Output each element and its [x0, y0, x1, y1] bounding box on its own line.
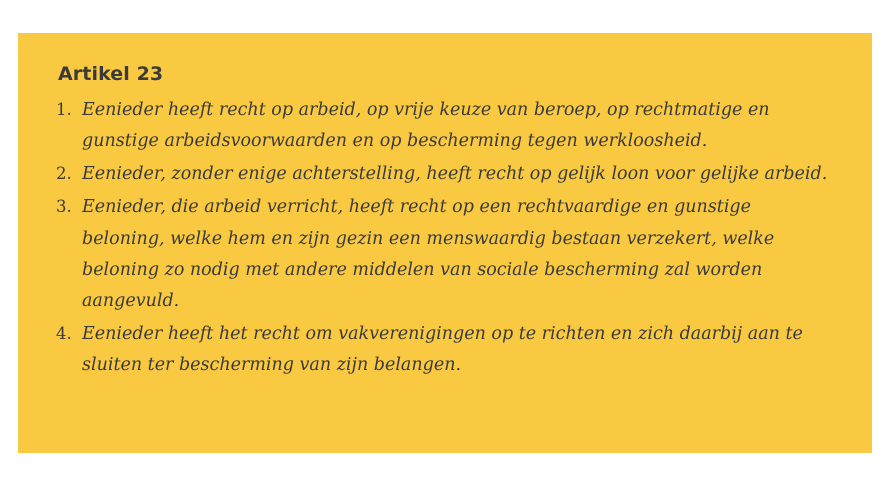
list-item — [56, 192, 838, 317]
list-item-text: Eenieder heeft recht op arbeid, op vrije keuze van beroep, op rechtmatige en gunstige arbeidsvoorwaarden en op bescherming tegen werkloosheid. — [82, 100, 770, 152]
list-item-text: Eenieder, die arbeid verricht, heeft recht op een rechtvaardige en gunstige beloning, welke hem en zijn gezin een menswaardig bestaan verzekert, welke beloning zo nodig met andere middelen van sociale bescherming zal worden aangevuld. — [82, 197, 775, 311]
page-title: Artikel 23 — [58, 63, 164, 85]
list-item — [56, 95, 838, 157]
list-item — [56, 159, 838, 190]
article-card — [18, 33, 872, 453]
list-item-text: Eenieder heeft het recht om vakverenigingen op te richten en zich daarbij aan te sluiten ter bescherming van zijn belangen. — [82, 323, 803, 376]
list-item-text: Eenieder, zonder enige achterstelling, heeft recht op gelijk loon voor gelijke arbeid. — [82, 164, 828, 185]
article-clause-list — [56, 95, 838, 381]
list-item — [56, 319, 838, 381]
